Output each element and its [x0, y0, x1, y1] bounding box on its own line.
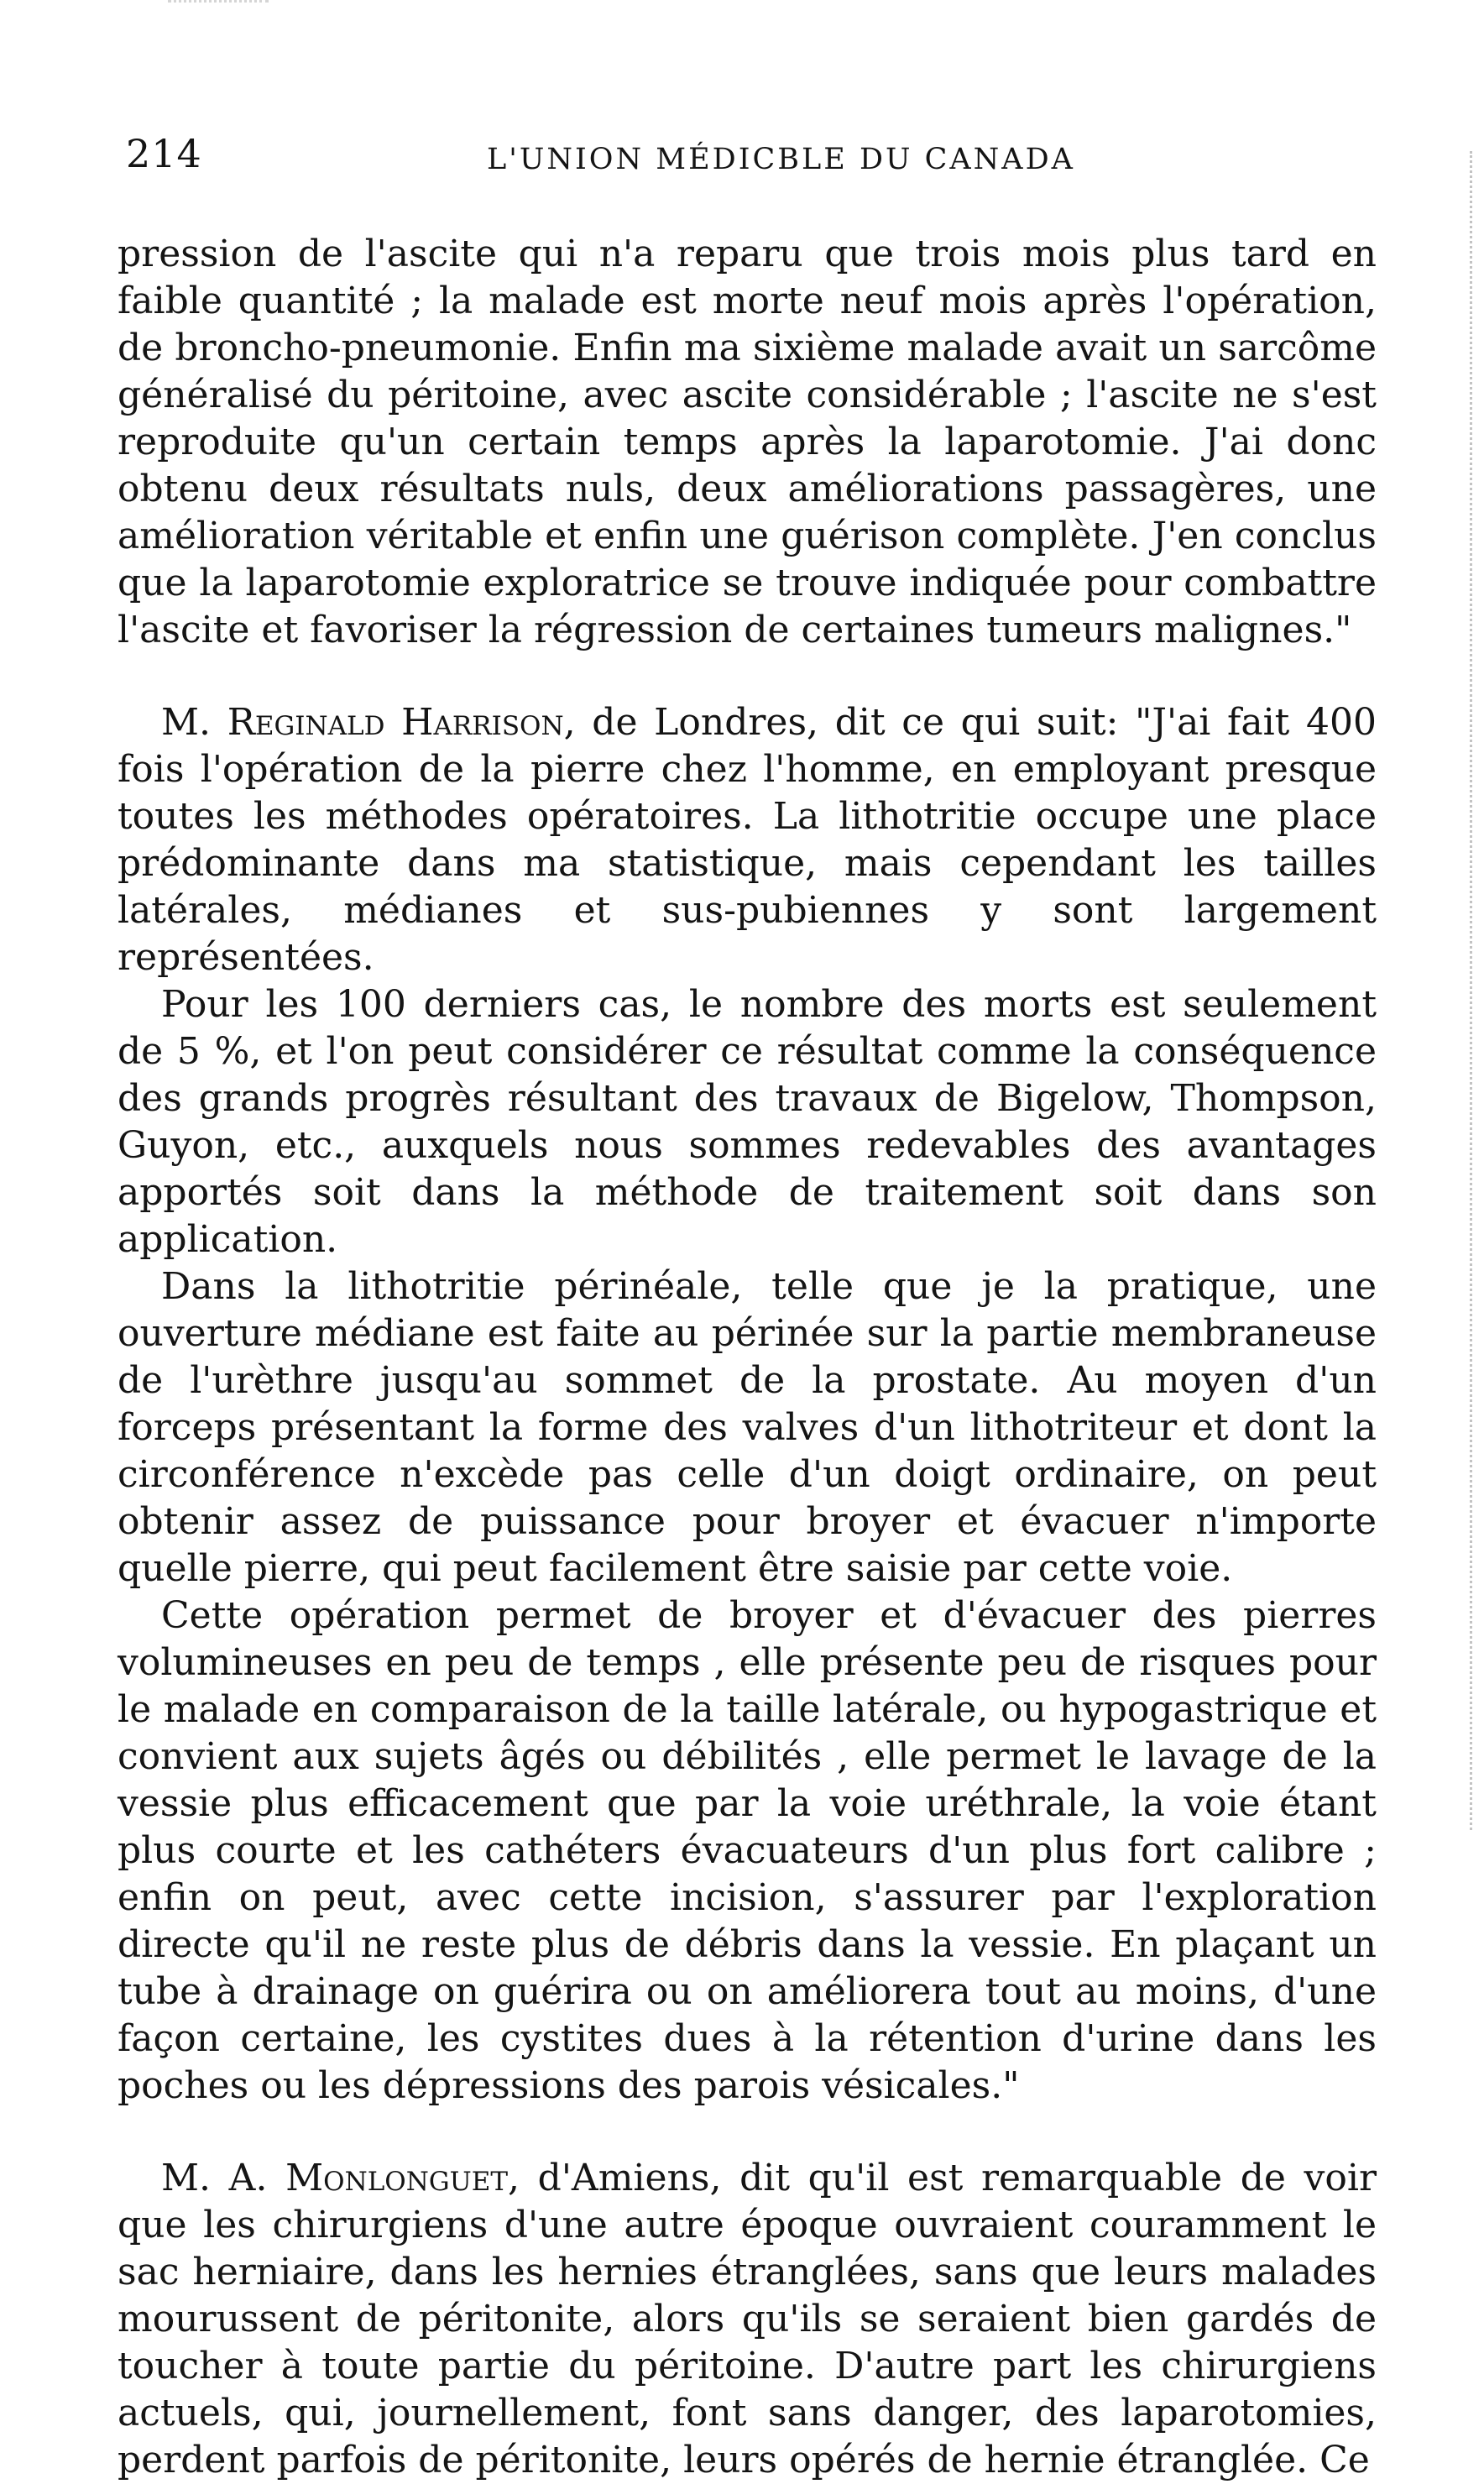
paragraph-text: Dans la lithotritie périnéale, telle que je la pratique, une ouverture médiane est faite au périnée sur la partie membraneuse de l'urèthre jusqu'au sommet de la prostate. Au moyen d'un forceps présentant la forme des valves d'un lithotriteur et dont la circonférence n'excède pas celle d'un doigt ordinaire, on peut obtenir assez de puissance pour broyer et évacuer n'importe quelle pierre, qui peut facilement être saisie par cette voie.: [118, 1265, 1377, 1590]
speaker-prefix: M. A.: [161, 2157, 268, 2199]
paragraph: [118, 2155, 1377, 2484]
paragraph: [118, 1263, 1377, 1592]
paragraph: [118, 231, 1377, 654]
paragraph-text: pression de l'ascite qui n'a reparu que trois mois plus tard en faible quantité ; la malade est morte neuf mois après l'opération, de broncho-pneumonie. Enfin ma sixième malade avait un sarcôme généralisé du péritoine, avec ascite considérable ; l'ascite ne s'est reproduite qu'un certain temps après la laparotomie. J'ai donc obtenu deux résultats nuls, deux améliorations passagères, une amélioration véritable et enfin une guérison complète. J'en conclus que la laparotomie exploratrice se trouve indiquée pour combattre l'ascite et favoriser la régression de certaines tumeurs malignes.": [118, 233, 1377, 651]
speaker-name: Reginald Harrison: [227, 701, 564, 744]
running-title: L'UNION MÉDICBLE DU CANADA: [487, 143, 1075, 176]
speaker-prefix: M.: [161, 701, 212, 744]
paragraph: [118, 981, 1377, 1263]
body-text: [118, 231, 1377, 2484]
page-number: 214: [126, 131, 202, 176]
paragraph-text: , d'Amiens, dit qu'il est remarquable de voir que les chirurgiens d'une autre époque ouvraient couramment le sac herniaire, dans les hernies étranglées, sans que leurs malades mourussent de péritonite, alors qu'ils se seraient bien gardés de toucher à toute partie du péritoine. D'autre part les chirurgiens actuels, qui, journellement, font sans danger, des laparotomies, perdent parfois de péritonite, leurs opérés de hernie étranglée. Ce: [118, 2157, 1377, 2481]
speaker-name: Monlonguet: [285, 2157, 509, 2199]
paragraph: [118, 1592, 1377, 2110]
paragraph: [118, 699, 1377, 981]
page-header: [126, 126, 1385, 185]
scan-edge-artifact: [1465, 151, 1472, 1830]
scan-artifact: [168, 0, 269, 8]
paragraph-text: , de Londres, dit ce qui suit: "J'ai fait 400 fois l'opération de la pierre chez l'homme, en employant presque toutes les méthodes opératoires. La lithotritie occupe une place prédominante dans ma statistique, mais cependant les tailles latérales, médianes et sus-pubiennes y sont largement représentées.: [118, 701, 1377, 979]
paragraph-text: Pour les 100 derniers cas, le nombre des morts est seulement de 5 %, et l'on peut considérer ce résultat comme la conséquence des grands progrès résultant des travaux de Bigelow, Thompson, Guyon, etc., auxquels nous sommes redevables des avantages apportés soit dans la méthode de traitement soit dans son application.: [118, 983, 1377, 1261]
paragraph-text: Cette opération permet de broyer et d'évacuer des pierres volumineuses en peu de temps , elle présente peu de risques pour le malade en comparaison de la taille latérale, ou hypogastrique et convient aux sujets âgés ou débilités , elle permet le lavage de la vessie plus efficacement que par la voie uréthrale, la voie étant plus courte et les cathéters évacuateurs d'un plus fort calibre ; enfin on peut, avec cette incision, s'assurer par l'exploration directe qu'il ne reste plus de débris dans la vessie. En plaçant un tube à drainage on guérira ou on améliorera tout au moins, d'une façon certaine, les cystites dues à la rétention d'urine dans les poches ou les dépressions des parois vésicales.": [118, 1594, 1377, 2107]
